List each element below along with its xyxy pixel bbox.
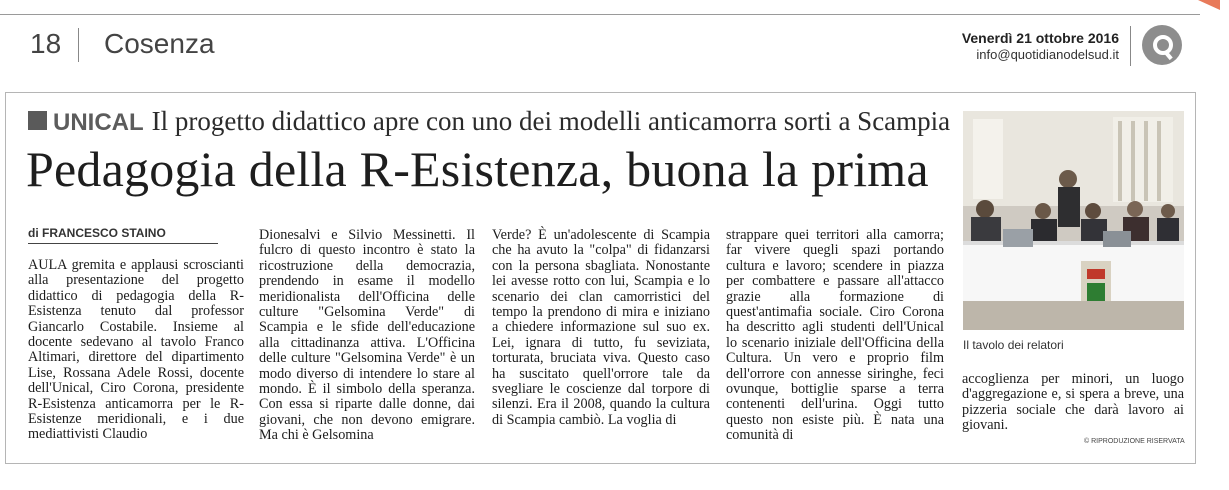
kicker-tag: UNICAL: [53, 109, 144, 136]
page-corner-accent: [1198, 0, 1220, 10]
kicker-square-icon: [28, 111, 47, 130]
article-column-1: AULA gremita e applausi scroscianti alla presentazione del progetto didattico di pedagogia della R-Esistenza tenuto dal professor Giancarlo Costabile. Insieme al docente sedevano al tavolo Franco Altimari, direttore del dipartimento Lise, Rossana Adele Rossi, docente dell'Unical, Ciro Corona, presidente R-Esistenza anticamorra per le R-Esistenze meridionali, e i due mediattivisti Claudio: [28, 257, 244, 443]
kicker-text: Il progetto didattico apre con uno dei modelli anticamorra sorti a Scampia: [151, 106, 951, 136]
contact-email: info@quotidianodelsud.it: [976, 47, 1119, 62]
article-column-4: strappare quei territori alla camorra; far vivere quegli spazi portando cultura e lavoro; scendere in piazza per combattere e passare all'attacco grazie alla formazione di quest'antimafia sociale. Ciro Corona ha descritto agli studenti dell'Unical lo scenario iniziale dell'Officina della Cultura. Un vero e proprio film dell'orrore con annesse siringhe, feci ovunque, bottiglie sparse a terra contenenti dell'urina. Oggi tutto questo non esiste più. È nata una comunità di: [726, 227, 944, 444]
header-divider: [78, 28, 79, 62]
article-headline: Pedagogia della R-Esistenza, buona la prima: [26, 141, 929, 197]
article-column-3: Verde? È un'adolescente di Scampia che ha avuto la "colpa" di fidanzarsi con la persona sbagliata. Nonostante lei avesse rotto con lui, Scampia e lo scenario dei clan camorristici del tempo la prendono di mira e iniziano a chiedere informazione sul suo ex. Lei, ignara di tutto, fu seviziata, torturata, bruciata viva. Questo caso ha suscitato quell'orrore tale da svegliare le coscienze dal torpore di silenzi. Era il 2008, quando la cultura di Scampia cambiò. La voglia di: [492, 227, 710, 428]
top-rule: [0, 14, 1200, 15]
copyright-notice: © RIPRODUZIONE RISERVATA: [1084, 438, 1185, 445]
logo-divider: [1130, 26, 1131, 66]
section-title: Cosenza: [104, 28, 215, 59]
page-number: 18: [30, 28, 62, 59]
speakers-table-photo: [963, 111, 1184, 330]
article-column-2: Dionesalvi e Silvio Messinetti. Il fulcro di questo incontro è stato la ricostruzione della democrazia, prendendo in esame il modello meridionalista dell'Officina delle culture "Gelsomina Verde" di Scampia e le sfide dell'educazione alla cittadinanza attiva. L'Officina delle culture "Gelsomina Verde" è un modo diverso di intendere lo stare al mondo. È il simbolo della speranza. Con essa si riparte dalle donne, dai giovani, che non devono emigrare. Ma chi è Gelsomina: [259, 227, 475, 444]
issue-date: Venerdì 21 ottobre 2016: [961, 30, 1119, 46]
article-byline: di FRANCESCO STAINO: [28, 226, 218, 244]
newspaper-logo-icon: [1142, 25, 1182, 65]
article-column-5: accoglienza per minori, un luogo d'aggregazione e, si spera a breve, una pizzeria sociale che darà lavoro ai giovani.: [962, 371, 1184, 434]
article-kicker: [28, 106, 950, 137]
article-photo: [963, 111, 1184, 330]
photo-caption: Il tavolo dei relatori: [963, 338, 1064, 352]
